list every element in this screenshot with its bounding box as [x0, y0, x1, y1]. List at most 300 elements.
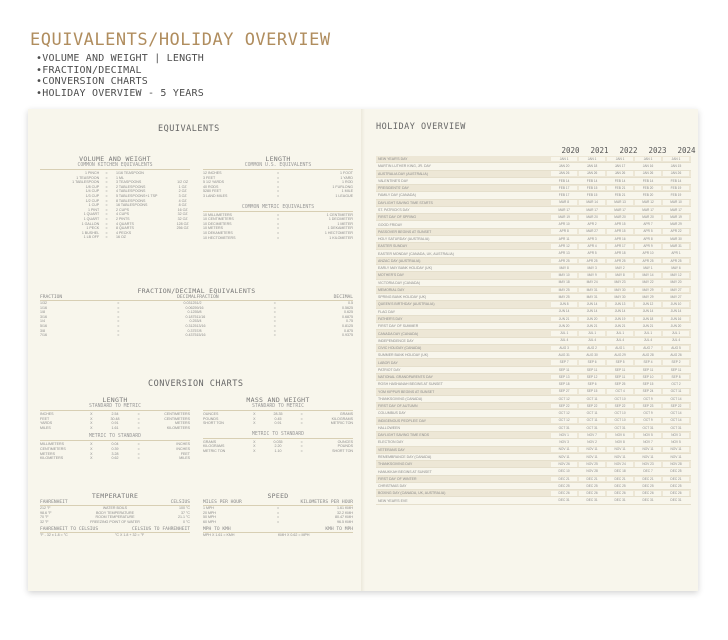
table-cell: = [276, 519, 280, 524]
table-cell: 10 HECTOMETERS [203, 235, 236, 240]
table-cell: METRIC TON [330, 421, 353, 426]
table-cell: 1 DEKAMETER [327, 226, 353, 231]
table-cell: = [105, 230, 108, 235]
holiday-title: HOLIDAY OVERVIEW [376, 122, 466, 132]
section-title: SPEED [267, 492, 289, 500]
holiday-date: APR 25 [579, 259, 605, 264]
holiday-date: DEC 21 [607, 477, 633, 482]
table-cell: 1 BUSHEL [81, 230, 100, 235]
section-subtitle: COMMON METRIC EQUIVALENTS [203, 205, 353, 212]
table-cell: = [300, 412, 303, 416]
table-cell: 0.3125 [185, 323, 197, 328]
section-title: TEMPERATURE [91, 492, 139, 500]
holiday-date: APR 25 [663, 259, 689, 264]
holiday-date: MAY 29 [635, 288, 661, 293]
holiday-row [376, 461, 691, 468]
holiday-date: OCT 14 [663, 418, 689, 423]
table-cell: 1 MPH [203, 506, 214, 510]
table-cell: 5280 FEET [203, 189, 222, 194]
holiday-date: SEP 23 [635, 404, 661, 409]
holiday-date: MAY 18 [551, 280, 577, 285]
table-cell: = [300, 448, 303, 453]
table-cell: = [105, 203, 108, 208]
holiday-date: OCT 14 [663, 397, 689, 402]
table-cell: 21.1 °C [177, 515, 191, 520]
holiday-date: MAR 13 [607, 200, 633, 205]
holiday-row [376, 439, 691, 446]
table-cell: 100 °C [178, 506, 190, 510]
table-cell: BODY TEMPERATURE [96, 510, 134, 515]
table-cell: 60 MPH [203, 519, 216, 524]
section-title: VOLUME AND WEIGHT [79, 155, 151, 163]
table-cell: 0.0625 [185, 305, 197, 310]
right-page [365, 109, 698, 591]
holiday-date: APR 7 [635, 222, 661, 227]
holiday-date: APR 10 [635, 251, 661, 256]
holiday-row [376, 178, 691, 185]
table-row [203, 236, 353, 241]
table-cell: = [273, 305, 276, 310]
holiday-date: FEB 17 [551, 186, 577, 191]
table-cell: 4 TABLESPOONS [116, 189, 146, 194]
table-cell: MILLIMETERS [40, 442, 64, 447]
holiday-date: FEB 15 [579, 186, 605, 191]
table-cell: = [105, 175, 108, 180]
section-subtitle: COMMON U.S. EQUIVALENTS [203, 163, 353, 170]
table-cell: METERS [175, 421, 190, 426]
holiday-date: NOV 11 [579, 447, 605, 452]
holiday-date: NOV 7 [579, 433, 605, 438]
column-header: MILES PER HOUR [203, 500, 242, 505]
holiday-row [376, 156, 691, 163]
holiday-row [376, 345, 691, 352]
holiday-date: JUN 18 [635, 317, 661, 322]
table-cell: 1 QUART [83, 212, 100, 217]
holiday-date: NOV 7 [635, 440, 661, 445]
table-cell: 3 OZ [178, 193, 187, 198]
table-cell: 0 °C [182, 519, 190, 524]
table-cell: 1 CUP [88, 203, 100, 208]
holiday-date: NOV 11 [663, 447, 689, 452]
holiday-date: MAY 1 [635, 266, 661, 271]
table-cell: = [300, 439, 303, 444]
holiday-date: JUN 16 [663, 317, 689, 322]
holiday-date: SEP 27 [551, 389, 577, 394]
table-cell: OUNCES [337, 439, 353, 444]
holiday-name: AUSTRALIA DAY (AUSTRALIA) [378, 171, 428, 176]
conv-rows [40, 442, 190, 460]
table-cell: = [105, 212, 108, 217]
table-cell: 7/16 [40, 333, 47, 338]
holiday-date: DEC 31 [635, 498, 661, 503]
holiday-date: FEB 14 [635, 179, 661, 184]
holiday-row [376, 410, 691, 417]
holiday-date: MAR 17 [635, 208, 661, 213]
holiday-date: NOV 2 [579, 440, 605, 445]
holiday-date: SEP 2 [663, 360, 689, 365]
holiday-date: MAR 20 [607, 215, 633, 220]
holiday-name: ELECTION DAY [378, 440, 404, 445]
table-cell: 1 FOOT [340, 171, 353, 175]
holiday-date: AUG 28 [635, 353, 661, 358]
holiday-name: FLAG DAY [378, 309, 396, 314]
holiday-date: OCT 11 [579, 397, 605, 402]
holiday-date: MAR 17 [579, 208, 605, 213]
table-cell: 1/3 CUP [85, 193, 100, 198]
holiday-date: SEP 5 [607, 360, 633, 365]
table-cell: 70 °F [40, 515, 49, 520]
holiday-row [376, 272, 691, 279]
holiday-date: SEP 6 [579, 360, 605, 365]
holiday-name: EASTER SUNDAY [378, 244, 408, 249]
holiday-date: MAR 19 [663, 215, 689, 220]
holiday-date: APR 5 [579, 251, 605, 256]
table-cell: 1/2 CUP [85, 198, 100, 203]
holiday-date: APR 1 [663, 251, 689, 256]
holiday-name: EASTER MONDAY (CANADA, UK, AUSTRALIA) [378, 251, 454, 256]
table-cell: = [276, 506, 280, 510]
holiday-name: GOOD FRIDAY [378, 222, 403, 227]
table-cell: = [137, 412, 140, 416]
holiday-row [376, 250, 691, 257]
section-subtitle: METRIC TO STANDARD [40, 434, 190, 441]
table-cell: = [276, 193, 280, 198]
table-cell: = [276, 212, 280, 217]
volume-rows [40, 171, 190, 240]
table-cell: FEET [40, 416, 50, 421]
table-cell: 1 LEAGUE [335, 193, 353, 198]
holiday-date: SEP 4 [635, 360, 661, 365]
table-cell: X [90, 456, 93, 461]
table-cell: 10 MILLIMETERS [203, 212, 232, 217]
holiday-date: SEP 11 [551, 368, 577, 373]
table-row [203, 194, 353, 199]
holiday-date: JAN 17 [607, 164, 633, 169]
page-title: EQUIVALENTS/HOLIDAY OVERVIEW [30, 30, 331, 50]
table-cell: 1 PECK [86, 226, 100, 231]
holiday-row [376, 163, 691, 170]
holiday-name: FIRST DAY OF WINTER [378, 476, 417, 481]
holiday-name: PASSOVER BEGINS AT SUNSET [378, 229, 432, 234]
table-cell: = [273, 310, 276, 315]
table-cell: 40 RODS [203, 184, 219, 189]
table-cell: 28.35 [273, 412, 283, 416]
table-cell: 1 METER [337, 221, 353, 226]
holiday-date: SEP 24 [635, 389, 661, 394]
table-cell: 1 HECTOMETER [324, 230, 353, 235]
holiday-date: SEP 11 [663, 368, 689, 373]
table-cell: 16 OZ [177, 207, 188, 212]
table-cell: 16 TABLESPOONS [116, 203, 148, 208]
table-cell: = [137, 442, 140, 447]
holiday-date: DEC 26 [663, 491, 689, 496]
holiday-date: DEC 18 [607, 469, 633, 474]
holiday-date: APR 17 [607, 244, 633, 249]
holiday-row [376, 207, 691, 214]
column-header: DECIMAL [177, 295, 197, 300]
table-cell: X [90, 425, 93, 430]
holiday-date: MAY 31 [579, 288, 605, 293]
column-header: KILOMETERS PER HOUR [300, 500, 353, 505]
column-header [92, 295, 144, 300]
holiday-row [376, 418, 691, 425]
holiday-date: DEC 25 [607, 484, 633, 489]
table-cell: 2 OZ [178, 189, 187, 194]
holiday-name: MOTHER'S DAY [378, 273, 405, 278]
table-cell: = [117, 333, 120, 338]
table-cell: 4 QUARTS [116, 221, 134, 226]
table-cell: 128 OZ [176, 221, 189, 226]
table-cell: 98.6 °F [40, 510, 52, 515]
holiday-date: OCT 4 [607, 389, 633, 394]
table-cell: = [276, 184, 280, 189]
table-cell: WATER BOILS [102, 506, 128, 510]
table-cell: 1 FURLONG [332, 184, 353, 189]
table-cell: 0.6875 [342, 314, 354, 319]
table-cell: = [117, 328, 120, 333]
holiday-date: MAR 14 [579, 200, 605, 205]
holiday-date: APR 11 [551, 237, 577, 242]
holiday-name: MEMORIAL DAY [378, 287, 405, 292]
holiday-date: APR 18 [607, 251, 633, 256]
holiday-date: DEC 26 [635, 491, 661, 496]
table-cell: 20 MPH [203, 510, 216, 515]
holiday-date: MAY 27 [663, 288, 689, 293]
table-cell: 1 KILOMETER [329, 235, 353, 240]
table-cell: METERS [40, 451, 55, 456]
holiday-row [376, 403, 691, 410]
column-header: FAHRENHEIT TO CELSIUS [40, 527, 99, 533]
holiday-row [376, 352, 691, 359]
holiday-row [376, 454, 691, 461]
holiday-name: HANUKKAH BEGINS AT SUNSET [378, 469, 432, 474]
holiday-date: SEP 10 [635, 375, 661, 380]
holiday-date: APR 5 [635, 229, 661, 234]
feature-item: • CONVERSION CHARTS [36, 76, 331, 88]
length-rows [203, 171, 353, 199]
table-cell: 50 MPH [203, 515, 216, 520]
column-header: DECIMAL [333, 295, 354, 300]
table-cell: = [137, 456, 140, 461]
holiday-date: MAY 29 [635, 295, 661, 300]
holiday-row [376, 374, 691, 381]
holiday-date: DEC 10 [551, 469, 577, 474]
holiday-date: SEP 22 [607, 404, 633, 409]
holiday-date: DEC 25 [663, 484, 689, 489]
holiday-date: DEC 31 [579, 498, 605, 503]
table-cell: OUNCES [203, 412, 219, 416]
table-cell: = [105, 193, 108, 198]
holiday-date: JUL 4 [635, 338, 661, 343]
table-cell: = [276, 217, 280, 222]
section-title: FRACTION/DECIMAL EQUIVALENTS [137, 287, 256, 295]
holiday-date: MAR 17 [663, 208, 689, 213]
holiday-date: SEP 13 [551, 375, 577, 380]
holiday-date: JUL 1 [607, 331, 633, 336]
holiday-date: SEP 6 [579, 382, 605, 387]
table-cell: 2 TABLESPOONS [116, 184, 146, 189]
table-cell: 15/16 [196, 333, 206, 338]
holiday-row [376, 447, 691, 454]
holiday-date: APR 12 [551, 244, 577, 249]
holiday-date: FEB 20 [635, 193, 661, 198]
holiday-date: FEB 20 [635, 186, 661, 191]
holiday-row [376, 294, 691, 301]
table-cell: YARDS [40, 421, 53, 426]
table-cell: 10 DECIMETERS [203, 221, 232, 226]
holiday-name: CHRISTMAS DAY [378, 484, 407, 489]
holiday-date: MAY 25 [551, 295, 577, 300]
holiday-date: SEP 25 [607, 382, 633, 387]
table-cell: POUNDS [337, 444, 353, 449]
table-cell: 0.62 [111, 456, 119, 461]
section-subtitle: METRIC TO STANDARD [203, 432, 353, 439]
holiday-name: NATIONAL GRANDPARENTS DAY [378, 375, 433, 380]
holiday-date: APR 25 [607, 259, 633, 264]
year-label: 2021 [590, 146, 609, 155]
holiday-row [376, 330, 691, 337]
holiday-date: MAY 14 [635, 273, 661, 278]
table-cell: = [276, 226, 280, 231]
holiday-date: JUN 21 [551, 317, 577, 322]
table-cell: X [90, 412, 93, 416]
table-cell: 3/16 [40, 314, 47, 319]
holiday-row [376, 287, 691, 294]
table-cell: KILOGRAMS [203, 444, 225, 449]
speed-rows [203, 506, 353, 524]
planner-spread [28, 109, 698, 591]
table-cell: KILOMETERS [40, 456, 64, 461]
holiday-date: OCT 12 [551, 418, 577, 423]
holiday-name: PRESIDENTS' DAY [378, 186, 409, 191]
holiday-date: OCT 31 [607, 426, 633, 431]
column-header: CELSIUS TO FAHRENHEIT [131, 527, 190, 533]
table-cell: 1/32 [40, 301, 47, 305]
holiday-date: OCT 31 [551, 426, 577, 431]
table-cell: 1/4 CUP [85, 189, 100, 194]
table-cell: X [253, 448, 256, 453]
holiday-date: JUN 14 [635, 309, 661, 314]
holiday-date: NOV 5 [635, 433, 661, 438]
holiday-date: JUL 4 [607, 338, 633, 343]
holiday-date: AUG 29 [607, 353, 633, 358]
table-cell: 3 TEASPOONS [116, 180, 142, 185]
holiday-date: NOV 1 [551, 433, 577, 438]
table-cell: SHORT TON [332, 448, 353, 453]
holiday-date: MAY 22 [635, 280, 661, 285]
table-cell: 1 ML [116, 175, 124, 180]
formula: MPH X 1.61 = KMH [203, 533, 235, 538]
holiday-date: JUN 20 [579, 317, 605, 322]
holiday-date: MAR 31 [663, 244, 689, 249]
holiday-name: VICTORIA DAY (CANADA) [378, 280, 421, 285]
holiday-name: PATRIOT DAY [378, 367, 401, 372]
holiday-name: CANADA DAY (CANADA) [378, 331, 419, 336]
holiday-name: INDEPENDENCE DAY [378, 338, 414, 343]
holiday-date: OCT 31 [635, 426, 661, 431]
column-header: KMH TO MPH [325, 527, 353, 533]
holiday-date: NOV 3 [663, 433, 689, 438]
holiday-date: NOV 6 [607, 433, 633, 438]
table-cell: = [276, 510, 280, 515]
holiday-date: NOV 11 [551, 447, 577, 452]
section-title: LENGTH [265, 155, 291, 163]
table-cell: CENTIMETERS [164, 416, 190, 421]
table-cell: = [137, 416, 140, 421]
column-header: CELSIUS [170, 500, 190, 505]
holiday-name: HOLY SATURDAY (AUSTRALIA) [378, 237, 430, 242]
holiday-row [376, 323, 691, 330]
holiday-date: NOV 8 [607, 440, 633, 445]
table-cell: = [105, 221, 108, 226]
holiday-name: DAYLIGHT SAVING TIME STARTS [378, 200, 433, 205]
year-label: 2022 [619, 146, 638, 155]
table-cell: = [105, 235, 108, 240]
holiday-date: JUL 1 [579, 331, 605, 336]
holiday-date: JUN 20 [551, 324, 577, 329]
holiday-date: JAN 20 [551, 164, 577, 169]
holiday-date: DEC 26 [551, 491, 577, 496]
table-row [40, 426, 190, 431]
holiday-date: NOV 11 [663, 455, 689, 460]
holiday-name: THANKSGIVING (CANADA) [378, 396, 423, 401]
table-cell: GRAMS [339, 412, 353, 416]
table-cell: 212 °F [40, 506, 51, 510]
holiday-row [376, 309, 691, 316]
section-subtitle: COMMON KITCHEN EQUIVALENTS [40, 163, 190, 170]
formula-row [203, 533, 353, 538]
table-cell: 1 GALLON [81, 221, 100, 226]
formula: °F - 32 x 1.8 = °C [40, 533, 68, 538]
header [30, 30, 331, 99]
holiday-date: OCT 9 [635, 411, 661, 416]
table-cell: = [137, 425, 140, 430]
holiday-name: FIRST DAY OF SPRING [378, 215, 417, 220]
holiday-row [376, 171, 691, 178]
holiday-date: OCT 31 [663, 426, 689, 431]
temperature-rows [40, 506, 190, 524]
holiday-date: AUG 2 [579, 346, 605, 351]
holiday-date: SEP 18 [551, 382, 577, 387]
holiday-date: MAY 12 [663, 273, 689, 278]
holiday-row [376, 367, 691, 374]
holiday-date: MAY 27 [663, 295, 689, 300]
table-cell: 1 MILE [341, 189, 353, 194]
holiday-date: JUL 1 [635, 331, 661, 336]
holiday-date: NOV 23 [635, 462, 661, 467]
holiday-date: SEP 11 [607, 368, 633, 373]
section-subtitle: STANDARD TO METRIC [40, 404, 190, 411]
holiday-date: SEP 22 [663, 404, 689, 409]
column-header [249, 295, 301, 300]
holiday-row [376, 236, 691, 243]
holiday-date: JUN 21 [635, 324, 661, 329]
table-cell: = [300, 416, 303, 421]
holiday-name: ROSH HASHANAH BEGINS AT SUNSET [378, 382, 443, 387]
holiday-date: MAY 23 [607, 280, 633, 285]
holiday-date: MAR 30 [663, 237, 689, 242]
table-cell: 1 PINCH [85, 171, 100, 175]
table-cell: = [273, 323, 276, 328]
table-cell: CENTIMETERS [40, 446, 66, 451]
table-cell: 4 CUPS [116, 212, 129, 217]
holiday-date: DEC 21 [551, 477, 577, 482]
table-cell: X [90, 451, 93, 456]
table-cell: = [273, 319, 276, 324]
holiday-date: JUN 21 [607, 324, 633, 329]
table-cell: 1 YARD [340, 175, 353, 180]
holiday-date: MAY 25 [551, 288, 577, 293]
